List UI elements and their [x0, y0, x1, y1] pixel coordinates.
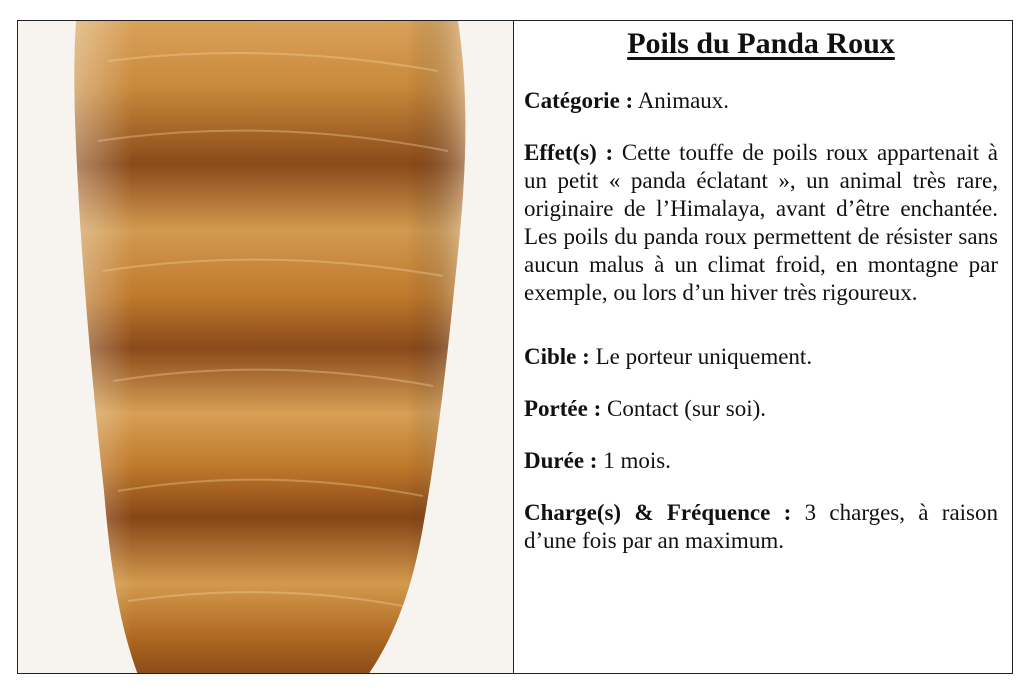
- field-duration: [524, 447, 998, 475]
- item-card: [17, 20, 1013, 674]
- field-duration-label: Durée :: [524, 448, 598, 473]
- field-target-label: Cible :: [524, 344, 590, 369]
- field-effect-label: Effet(s) :: [524, 140, 614, 165]
- field-charges-value: 3 charges, à raison d’une fois par an maximum.: [524, 500, 999, 553]
- field-category: [524, 87, 998, 115]
- field-effect: [524, 139, 998, 307]
- field-range-value: Contact (sur soi).: [607, 396, 767, 421]
- field-target: [524, 343, 998, 371]
- field-charges: [524, 499, 998, 555]
- fur-image: [18, 21, 514, 673]
- field-range-label: Portée :: [524, 396, 602, 421]
- red-panda-tail-illustration: [18, 21, 514, 673]
- field-range: [524, 395, 998, 423]
- field-category-value: Animaux.: [637, 88, 730, 113]
- field-charges-label: Charge(s) & Fréquence :: [524, 500, 792, 525]
- field-duration-value: 1 mois.: [603, 448, 671, 473]
- field-target-value: Le porteur uniquement.: [595, 344, 813, 369]
- tail-edge-highlight: [74, 21, 465, 673]
- description-panel: [514, 21, 1012, 673]
- field-category-label: Catégorie :: [524, 88, 634, 113]
- field-effect-value: Cette touffe de poils roux appartenait à un petit « panda éclatant », un animal très rare, originaire de l’Himalaya, avant d’être enchantée. Les poils du panda roux permettent de résister sans aucun malus à un climat froid, en montagne par exemple, ou lors d’un hiver très rigoureux.: [524, 140, 999, 305]
- item-title: Poils du Panda Roux: [627, 27, 895, 60]
